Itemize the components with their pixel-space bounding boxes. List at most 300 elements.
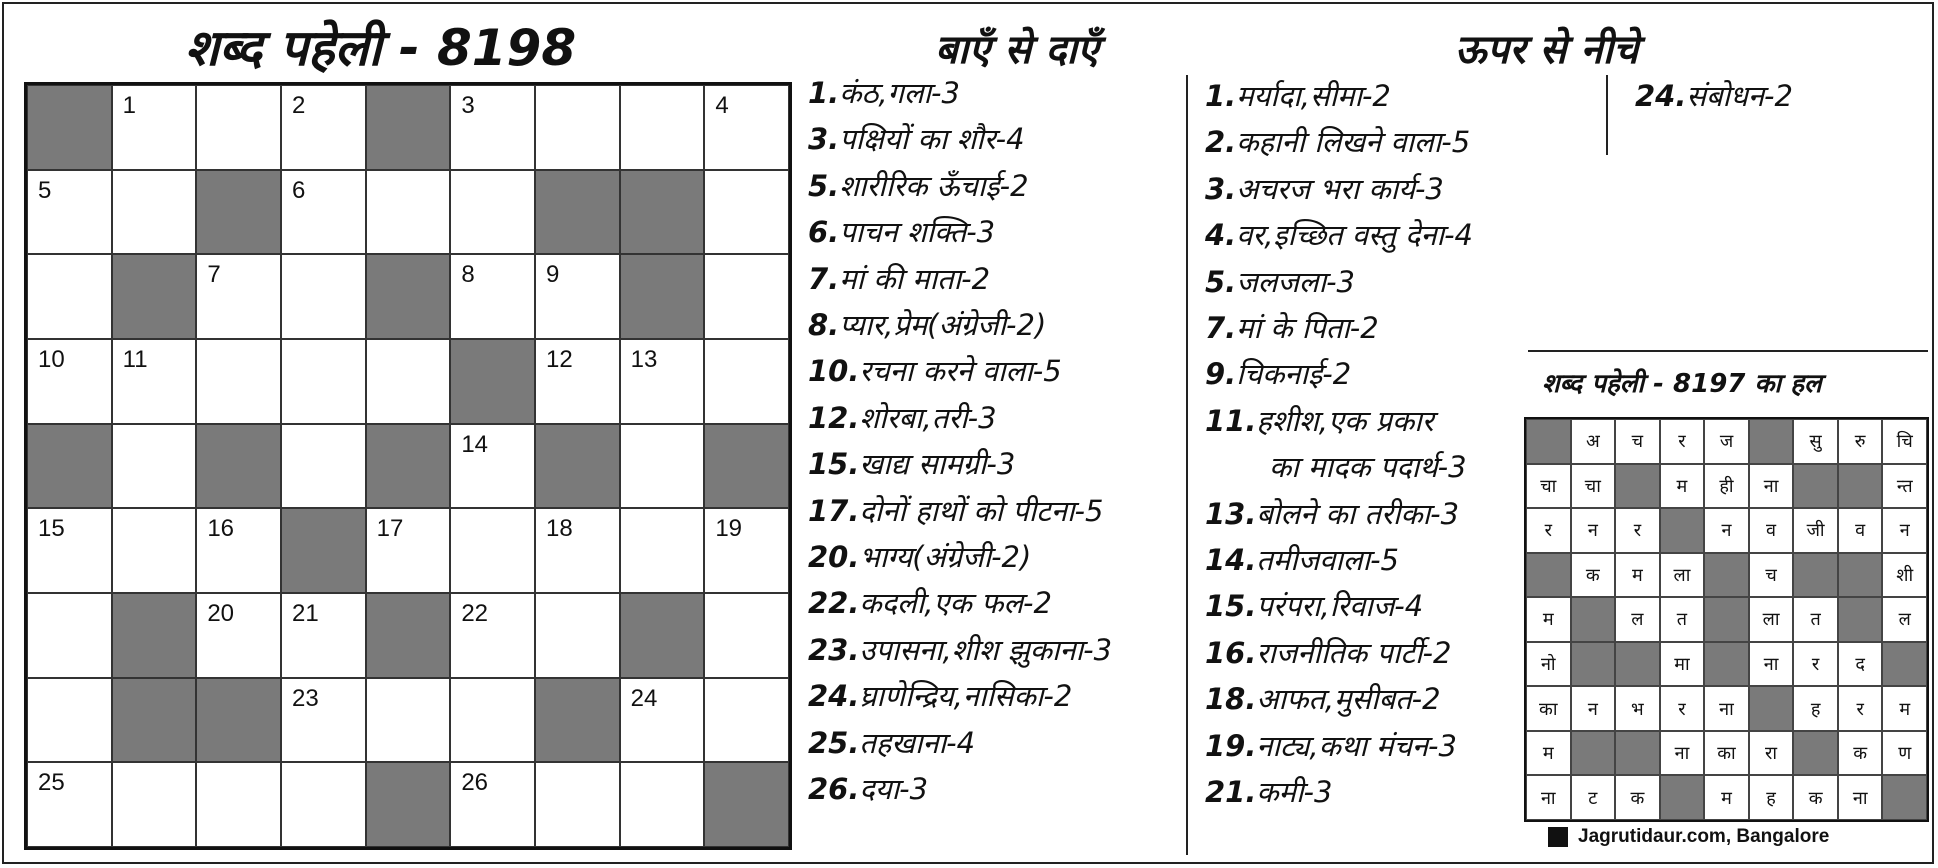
solution-black-cell <box>1526 419 1571 464</box>
solution-cell: का <box>1704 731 1749 776</box>
clue-number: 16 <box>207 515 235 543</box>
clue-item <box>808 441 1112 487</box>
down-heading: ऊपर से नीचे <box>1455 27 1639 73</box>
clue-item <box>808 163 1112 209</box>
solution-cell: व <box>1749 508 1794 553</box>
clue-number: 15. <box>1205 589 1257 624</box>
solution-grid <box>1524 417 1929 822</box>
solution-cell: ला <box>1749 597 1794 642</box>
grid-cell[interactable] <box>535 85 620 170</box>
grid-cell[interactable] <box>704 678 789 763</box>
puzzle-title: शब्द पहेली - 8198 <box>185 19 577 77</box>
solution-title: शब्द पहेली - 8197 का हल <box>1542 369 1822 399</box>
clue-text: कंठ,गला-3 <box>839 76 960 110</box>
grid-cell[interactable] <box>112 424 197 509</box>
clue-number: 7. <box>1205 311 1237 346</box>
solution-black-cell <box>1571 642 1616 687</box>
solution-cell: क <box>1793 775 1838 820</box>
clue-number: 15 <box>38 515 65 543</box>
black-cell <box>112 593 197 678</box>
grid-cell[interactable] <box>620 339 705 424</box>
clue-number: 24 <box>630 684 658 712</box>
solution-cell: ना <box>1526 775 1571 820</box>
solution-black-cell <box>1882 642 1927 687</box>
grid-cell[interactable] <box>281 339 366 424</box>
clue-number: 3. <box>808 122 840 157</box>
clue-item <box>1635 73 1793 119</box>
clue-text: भाग्य(अंग्रेजी-2) <box>859 540 1032 575</box>
grid-cell[interactable] <box>196 508 281 593</box>
clue-number: 2 <box>291 92 306 119</box>
solution-black-cell <box>1571 597 1616 642</box>
grid-cell[interactable] <box>112 85 197 170</box>
clue-item <box>808 627 1112 673</box>
solution-cell: र <box>1660 686 1705 731</box>
solution-cell: म <box>1526 597 1571 642</box>
grid-cell[interactable] <box>704 254 789 339</box>
solution-cell: त <box>1793 597 1838 642</box>
grid-cell[interactable] <box>112 762 197 847</box>
solution-cell: च <box>1615 419 1660 464</box>
solution-cell: जी <box>1793 508 1838 553</box>
solution-cell: क <box>1838 731 1883 776</box>
solution-cell: ना <box>1749 464 1794 509</box>
clue-text: आफत,मुसीबत-2 <box>1256 682 1441 717</box>
solution-cell: चि <box>1882 419 1927 464</box>
grid-cell[interactable] <box>196 762 281 847</box>
solution-cell: ल <box>1615 597 1660 642</box>
grid-cell[interactable] <box>535 593 620 678</box>
clue-number: 8. <box>808 308 840 343</box>
black-cell <box>366 254 451 339</box>
clue-text: बोलने का तरीका-3 <box>1256 496 1460 531</box>
clue-text: मां की माता-2 <box>839 261 991 296</box>
clue-number: 9. <box>1205 357 1237 392</box>
clue-number: 17 <box>376 515 404 543</box>
solution-cell: ना <box>1749 642 1794 687</box>
solution-cell: ना <box>1838 775 1883 820</box>
across-clue-list <box>808 70 1112 813</box>
clue-number: 11. <box>1205 403 1257 438</box>
black-cell <box>366 762 451 847</box>
grid-cell[interactable] <box>535 508 620 593</box>
clue-number: 25. <box>808 725 860 760</box>
square-bullet-icon <box>1548 827 1568 847</box>
clue-number: 6. <box>808 215 840 250</box>
solution-black-cell <box>1704 553 1749 598</box>
clue-text: पाचन शक्ति-3 <box>839 215 996 250</box>
grid-cell[interactable] <box>366 508 451 593</box>
solution-cell: र <box>1526 508 1571 553</box>
clue-item <box>808 70 1112 116</box>
clue-number: 23. <box>808 632 860 667</box>
clue-number: 25 <box>38 769 65 797</box>
solution-cell: का <box>1526 686 1571 731</box>
clue-text: खाद्य सामग्री-3 <box>859 447 1016 482</box>
solution-cell: न <box>1882 508 1927 553</box>
clue-number: 15. <box>808 447 860 482</box>
clue-number: 24. <box>808 679 860 714</box>
clue-item <box>1205 212 1473 258</box>
clue-text: परंपरा,रिवाज-4 <box>1256 589 1424 624</box>
solution-cell: ही <box>1704 464 1749 509</box>
clue-item <box>808 673 1112 719</box>
grid-cell[interactable] <box>27 762 112 847</box>
grid-cell[interactable] <box>27 170 112 255</box>
grid-cell[interactable] <box>112 339 197 424</box>
solution-cell: म <box>1704 775 1749 820</box>
grid-cell[interactable] <box>366 170 451 255</box>
grid-cell[interactable] <box>450 678 535 763</box>
clue-text: उपासना,शीश झुकाना-3 <box>859 632 1113 667</box>
black-cell <box>196 424 281 509</box>
clue-number: 3. <box>1205 171 1237 206</box>
grid-cell[interactable] <box>704 85 789 170</box>
clue-item <box>1205 676 1473 722</box>
clue-number: 7. <box>808 261 840 296</box>
black-cell <box>112 678 197 763</box>
black-cell <box>535 678 620 763</box>
clue-item <box>808 580 1112 626</box>
grid-cell[interactable] <box>281 593 366 678</box>
clue-number: 5. <box>808 168 840 203</box>
solution-black-cell <box>1749 686 1794 731</box>
grid-cell[interactable] <box>196 339 281 424</box>
grid-cell[interactable] <box>535 762 620 847</box>
black-cell <box>27 85 112 170</box>
grid-cell[interactable] <box>450 762 535 847</box>
solution-cell: शी <box>1882 553 1927 598</box>
clue-item <box>1205 630 1473 676</box>
grid-cell[interactable] <box>620 678 705 763</box>
solution-black-cell <box>1704 642 1749 687</box>
clue-item <box>808 395 1112 441</box>
clue-item <box>1205 351 1473 397</box>
clue-item <box>1205 583 1473 629</box>
clue-item <box>1205 537 1473 583</box>
solution-black-cell <box>1838 597 1883 642</box>
clue-item <box>808 766 1112 812</box>
solution-cell: भ <box>1615 686 1660 731</box>
solution-cell: रा <box>1749 731 1794 776</box>
clue-number: 18. <box>1205 682 1257 717</box>
clue-number: 24. <box>1635 79 1687 113</box>
grid-cell[interactable] <box>450 593 535 678</box>
clue-item <box>1205 166 1473 212</box>
grid-cell[interactable] <box>704 593 789 678</box>
grid-cell[interactable] <box>450 254 535 339</box>
clue-number: 19 <box>715 515 743 543</box>
clue-number: 10 <box>38 345 65 373</box>
clue-number: 8 <box>461 261 475 289</box>
solution-cell: ला <box>1660 553 1705 598</box>
clue-item <box>1205 491 1473 537</box>
solution-black-cell <box>1749 419 1794 464</box>
clue-number: 9 <box>545 261 560 289</box>
clue-number: 19. <box>1205 728 1257 763</box>
black-cell <box>450 339 535 424</box>
grid-cell[interactable] <box>366 678 451 763</box>
solution-cell: ह <box>1749 775 1794 820</box>
clue-text: जलजला-3 <box>1236 264 1355 299</box>
clue-text: राजनीतिक पार्टी-2 <box>1256 635 1452 670</box>
grid-cell[interactable] <box>620 762 705 847</box>
crossword-grid <box>24 82 792 850</box>
column-divider <box>1186 75 1188 855</box>
clue-item <box>1205 398 1473 444</box>
solution-cell: म <box>1615 553 1660 598</box>
grid-cell[interactable] <box>450 85 535 170</box>
clue-number: 21. <box>1205 775 1257 810</box>
grid-cell[interactable] <box>281 85 366 170</box>
clue-number: 4. <box>1205 218 1237 253</box>
clue-number: 26. <box>808 772 860 807</box>
clue-number: 7 <box>207 261 221 289</box>
solution-cell: च <box>1749 553 1794 598</box>
solution-cell: द <box>1838 642 1883 687</box>
clue-text: कदली,एक फल-2 <box>859 586 1052 621</box>
column-divider-small <box>1606 75 1608 155</box>
clue-text: नाट्य,कथा मंचन-3 <box>1256 728 1457 763</box>
black-cell <box>366 85 451 170</box>
clue-number: 1. <box>1205 79 1237 113</box>
clue-item <box>1205 73 1473 119</box>
clue-item <box>1205 119 1473 165</box>
solution-black-cell <box>1615 642 1660 687</box>
solution-black-cell <box>1660 508 1705 553</box>
solution-cell: चा <box>1526 464 1571 509</box>
clue-number: 13. <box>1205 496 1257 531</box>
solution-cell: क <box>1615 775 1660 820</box>
solution-cell: न <box>1571 508 1616 553</box>
grid-cell[interactable] <box>281 678 366 763</box>
solution-black-cell <box>1793 731 1838 776</box>
black-cell <box>535 170 620 255</box>
clue-number: 14 <box>461 430 489 458</box>
clue-number: 5 <box>38 176 52 204</box>
clue-item <box>1205 305 1473 351</box>
grid-cell[interactable] <box>27 339 112 424</box>
clue-item <box>1205 723 1473 769</box>
black-cell <box>620 170 705 255</box>
grid-cell[interactable] <box>196 85 281 170</box>
clue-text: पक्षियों का शौर-4 <box>839 122 1025 157</box>
clue-item <box>1205 259 1473 305</box>
solution-black-cell <box>1704 597 1749 642</box>
black-cell <box>620 593 705 678</box>
solution-cell: नो <box>1526 642 1571 687</box>
clue-number: 21 <box>291 599 319 627</box>
clue-number: 23 <box>291 684 319 712</box>
clue-number: 10. <box>808 354 860 389</box>
clue-item <box>808 488 1112 534</box>
black-cell <box>196 170 281 255</box>
clue-number: 3 <box>461 92 475 119</box>
solution-cell: ण <box>1882 731 1927 776</box>
solution-black-cell <box>1615 731 1660 776</box>
black-cell <box>704 424 789 509</box>
grid-cell[interactable] <box>27 254 112 339</box>
clue-number: 20 <box>207 599 235 627</box>
black-cell <box>366 593 451 678</box>
clue-text: संबोधन-2 <box>1686 79 1793 113</box>
black-cell <box>112 254 197 339</box>
grid-cell[interactable] <box>450 170 535 255</box>
solution-divider <box>1528 350 1928 352</box>
solution-cell: न्त <box>1882 464 1927 509</box>
black-cell <box>704 762 789 847</box>
solution-cell: म <box>1660 464 1705 509</box>
solution-cell: ह <box>1793 686 1838 731</box>
clue-text: वर,इच्छित वस्तु देना-4 <box>1236 218 1473 253</box>
grid-cell[interactable] <box>281 254 366 339</box>
grid-cell[interactable] <box>196 254 281 339</box>
solution-cell: न <box>1704 508 1749 553</box>
solution-cell: म <box>1882 686 1927 731</box>
clue-text: रचना करने वाला-5 <box>859 354 1062 389</box>
solution-cell: ल <box>1882 597 1927 642</box>
down-clue-list <box>1205 73 1473 816</box>
clue-text: का मादक पदार्थ-3 <box>1269 450 1467 485</box>
black-cell <box>196 678 281 763</box>
clue-text: मां के पिता-2 <box>1236 311 1379 346</box>
grid-cell[interactable] <box>450 508 535 593</box>
grid-cell[interactable] <box>535 254 620 339</box>
solution-black-cell <box>1838 553 1883 598</box>
black-cell <box>366 424 451 509</box>
clue-text: कहानी लिखने वाला-5 <box>1236 125 1471 160</box>
down-clue-list-col2 <box>1635 73 1793 119</box>
grid-cell[interactable] <box>196 593 281 678</box>
solution-black-cell <box>1793 464 1838 509</box>
clue-item <box>808 720 1112 766</box>
grid-cell[interactable] <box>620 424 705 509</box>
footer-text: Jagrutidaur.com, Bangalore <box>1578 826 1830 847</box>
solution-cell: चा <box>1571 464 1616 509</box>
clue-item <box>808 302 1112 348</box>
clue-number: 12. <box>808 400 860 435</box>
clue-text: दया-3 <box>859 772 929 807</box>
black-cell <box>27 424 112 509</box>
clue-number: 16. <box>1205 635 1257 670</box>
clue-number: 4 <box>715 92 729 119</box>
solution-cell: ना <box>1704 686 1749 731</box>
black-cell <box>281 508 366 593</box>
clue-number: 2. <box>1205 125 1237 160</box>
solution-cell: र <box>1793 642 1838 687</box>
clue-number: 22. <box>808 586 860 621</box>
solution-cell: मा <box>1660 642 1705 687</box>
solution-cell: र <box>1615 508 1660 553</box>
clue-item <box>808 256 1112 302</box>
clue-number: 11 <box>122 345 148 373</box>
grid-cell[interactable] <box>112 508 197 593</box>
solution-cell: व <box>1838 508 1883 553</box>
grid-cell[interactable] <box>535 339 620 424</box>
solution-cell: न <box>1571 686 1616 731</box>
solution-cell: म <box>1526 731 1571 776</box>
clue-number: 22 <box>461 599 489 627</box>
black-cell <box>535 424 620 509</box>
clue-text: प्यार,प्रेम(अंग्रेजी-2) <box>839 308 1047 343</box>
solution-black-cell <box>1838 464 1883 509</box>
solution-cell: त <box>1660 597 1705 642</box>
solution-cell: अ <box>1571 419 1616 464</box>
clue-text: घ्राणेन्द्रिय,नासिका-2 <box>859 679 1073 714</box>
solution-cell: क <box>1571 553 1616 598</box>
solution-black-cell <box>1571 731 1616 776</box>
clue-text: मर्यादा,सीमा-2 <box>1236 79 1391 113</box>
black-cell <box>620 254 705 339</box>
grid-cell[interactable] <box>620 508 705 593</box>
solution-black-cell <box>1526 553 1571 598</box>
solution-cell: ना <box>1660 731 1705 776</box>
solution-cell: रु <box>1838 419 1883 464</box>
solution-black-cell <box>1882 775 1927 820</box>
grid-cell[interactable] <box>281 170 366 255</box>
clue-item <box>1205 769 1473 815</box>
clue-text: तहखाना-4 <box>859 725 976 760</box>
footer <box>1548 826 1829 848</box>
grid-cell[interactable] <box>450 424 535 509</box>
clue-text: दोनों हाथों को पीटना-5 <box>859 493 1104 528</box>
clue-text: शारीरिक ऊँचाई-2 <box>839 168 1029 203</box>
clue-text: चिकनाई-2 <box>1236 357 1352 392</box>
grid-cell[interactable] <box>281 762 366 847</box>
clue-number: 12 <box>545 345 573 373</box>
across-heading: बाएँ से दाएँ <box>935 27 1099 73</box>
clue-number: 5. <box>1205 264 1237 299</box>
clue-number: 13 <box>630 345 658 373</box>
grid-cell[interactable] <box>27 593 112 678</box>
grid-cell[interactable] <box>620 85 705 170</box>
solution-black-cell <box>1615 464 1660 509</box>
clue-item <box>808 534 1112 580</box>
clue-number: 6 <box>291 176 306 204</box>
clue-number: 14. <box>1205 543 1257 578</box>
clue-text: शोरबा,तरी-3 <box>859 400 997 435</box>
grid-cell[interactable] <box>27 508 112 593</box>
grid-cell[interactable] <box>112 170 197 255</box>
grid-cell[interactable] <box>281 424 366 509</box>
clue-number: 1. <box>808 76 840 110</box>
clue-item <box>808 348 1112 394</box>
clue-item <box>808 116 1112 162</box>
clue-text: अचरज भरा कार्य-3 <box>1236 171 1444 206</box>
clue-text: हशीश,एक प्रकार <box>1256 403 1434 438</box>
clue-number: 17. <box>808 493 860 528</box>
clue-item <box>1205 444 1473 490</box>
clue-number: 26 <box>461 769 489 797</box>
solution-cell: सु <box>1793 419 1838 464</box>
solution-cell: ज <box>1704 419 1749 464</box>
grid-cell[interactable] <box>27 678 112 763</box>
solution-cell: ट <box>1571 775 1616 820</box>
clue-text: कमी-3 <box>1256 775 1333 810</box>
clue-text: तमीजवाला-5 <box>1256 543 1399 578</box>
solution-cell: र <box>1660 419 1705 464</box>
grid-cell[interactable] <box>704 508 789 593</box>
solution-cell: र <box>1838 686 1883 731</box>
grid-cell[interactable] <box>366 339 451 424</box>
clue-number: 18 <box>545 515 573 543</box>
clue-number: 20. <box>808 540 860 575</box>
grid-cell[interactable] <box>704 170 789 255</box>
clue-number: 1 <box>122 92 137 119</box>
solution-black-cell <box>1660 775 1705 820</box>
grid-cell[interactable] <box>704 339 789 424</box>
solution-black-cell <box>1793 553 1838 598</box>
